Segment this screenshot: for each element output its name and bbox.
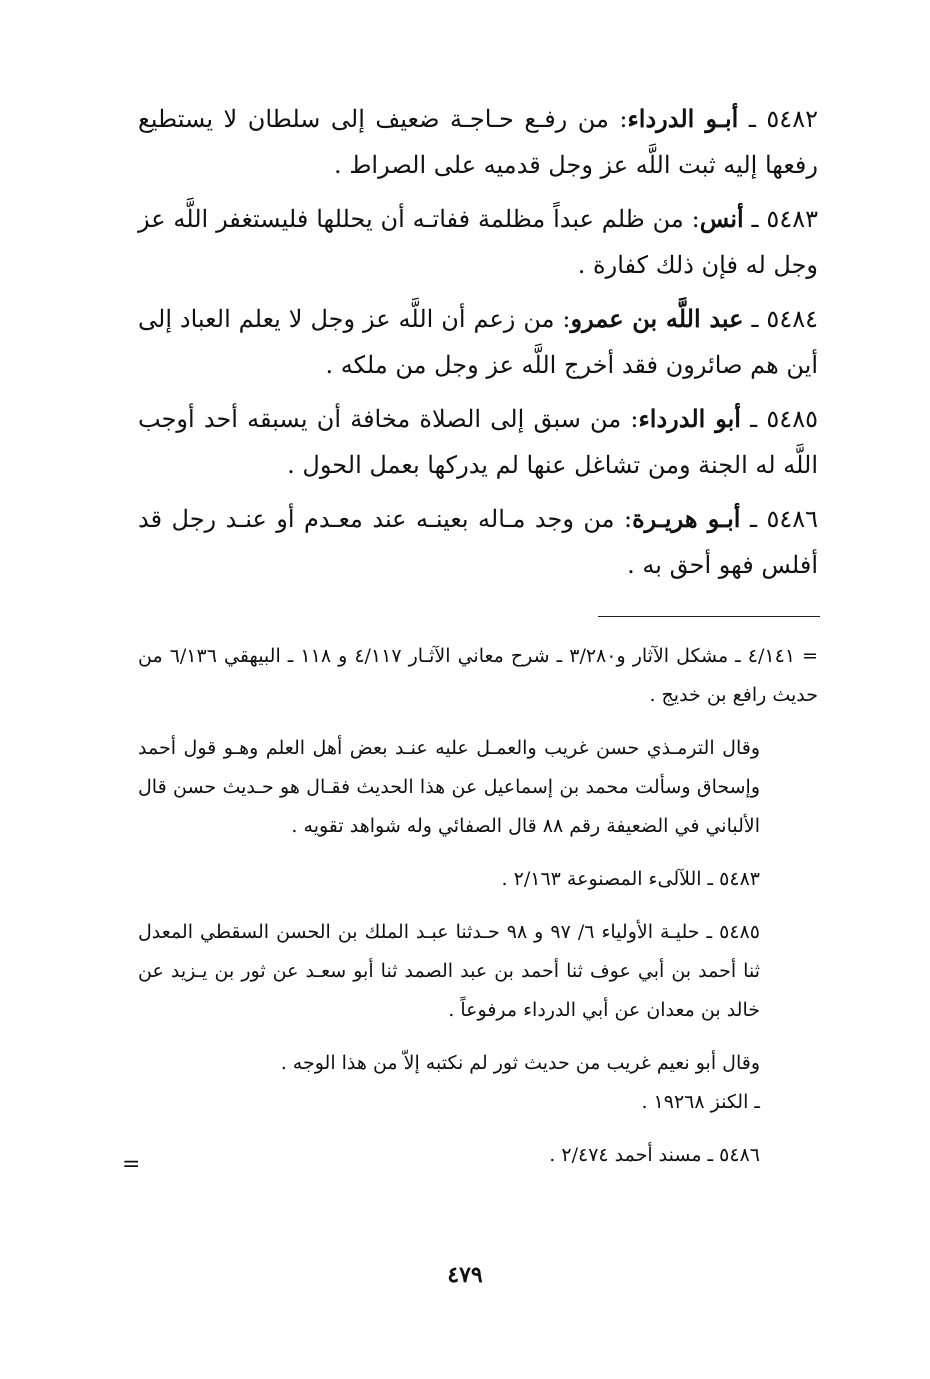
hadith-text: من وجد مـاله بعينـه عند معـدم أو عنـد رجل قد أفلس فهو أحق به . <box>138 505 818 579</box>
footnote-separator <box>598 616 820 617</box>
dash: ـ <box>751 205 759 233</box>
dash: ـ <box>748 105 756 133</box>
footnote-tirmidhi: وقال الترمـذي حسن غريب والعمـل عليه عنـد بعض أهل العلم وهـو قول أحمد وإسحاق وسألت محمد بن إسماعيل عن هذا الحديث فقـال هو حـديث حسن قال الألباني في الضعيفة رقم ٨٨ قال الصفائي وله شواهد تقويه . <box>138 737 760 837</box>
hadith-text: من ظلم عبداً مظلمة ففاتـه أن يحللها فليستغفر اللَّه عز وجل له فإن ذلك كفارة . <box>138 205 818 279</box>
hadith-entry-5486 <box>138 496 818 588</box>
colon: : <box>691 205 700 233</box>
hadith-entry-5484 <box>138 296 818 388</box>
page-number: ٤٧٩ <box>447 1262 483 1288</box>
colon: : <box>623 505 633 533</box>
narrator-name: عبد اللَّه بن عمرو <box>570 304 744 333</box>
hadith-number: ٥٤٨٤ <box>766 305 818 333</box>
hadith-number: ٥٤٨٦ <box>766 505 818 533</box>
footnote-5486: ٥٤٨٦ ـ مسند أحمد ٢/٤٧٤ . <box>549 1144 760 1166</box>
hadith-entry-5485 <box>138 396 818 488</box>
hadith-text: من زعم أن اللَّه عز وجل لا يعلم العباد إلى أين هم صائرون فقد أخرج اللَّه عز وجل من ملكه . <box>138 305 818 379</box>
footnote-abu-nuaim-text: وقال أبو نعيم غريب من حديث ثور لم نكتبه إلاّ من هذا الوجه . <box>280 1052 760 1074</box>
hadith-number: ٥٤٨٥ <box>766 405 818 433</box>
hadith-number: ٥٤٨٢ <box>766 105 818 133</box>
hadith-number: ٥٤٨٣ <box>766 205 818 233</box>
hadith-entries <box>138 96 818 588</box>
hadith-text: من سبق إلى الصلاة مخافة أن يسبقه أحد أوجب اللَّه له الجنة ومن تشاغل عنها لم يدركها بعمل الحول . <box>138 405 818 479</box>
hadith-text: من رفـع حـاجـة ضعيف إلى سلطان لا يستطيع رفعها إليه ثبت اللَّه عز وجل قدميه على الصراط . <box>138 105 818 179</box>
footnotes <box>138 637 818 1175</box>
footnote-continuation: = ٤/١٤١ ـ مشكل الآثار و٣/٢٨٠ ـ شرح معاني الآثـار ٤/١١٧ و ١١٨ ـ البيهقي ٦/١٣٦ من حديث رافع بن خديج . <box>138 645 819 706</box>
hadith-entry-5482 <box>138 96 818 188</box>
hadith-entry-5483 <box>138 196 818 288</box>
footnote-5485: ٥٤٨٥ ـ حليـة الأولياء ٦/ ٩٧ و ٩٨ حـدثنا عبـد الملك بن الحسن السقطي المعدل ثنا أحمد بن أبي عوف ثنا أحمد بن عبد الصمد ثنا أبو سعـد عن ثور بن يـزيد عن خالد بن معدان عن أبي الدرداء مرفوعاً . <box>138 921 760 1021</box>
continuation-mark: = <box>122 1152 141 1177</box>
footnote-abu-nuaim <box>138 1044 818 1122</box>
narrator-name: أنس <box>699 204 744 233</box>
narrator-name: أبـو هريـرة <box>632 504 741 533</box>
narrator-name: أبو الدرداء <box>638 404 741 433</box>
colon: : <box>562 305 571 333</box>
colon: : <box>619 105 628 133</box>
dash: ـ <box>750 405 758 433</box>
colon: : <box>630 405 639 433</box>
footnote-kanz: ـ الكنز ١٩٢٦٨ . <box>641 1091 760 1113</box>
dash: ـ <box>751 305 759 333</box>
dash: ـ <box>749 505 757 533</box>
footnote-5483: ٥٤٨٣ ـ اللآلىء المصنوعة ٢/١٦٣ . <box>501 868 760 890</box>
narrator-name: أبـو الدرداء <box>627 104 739 133</box>
